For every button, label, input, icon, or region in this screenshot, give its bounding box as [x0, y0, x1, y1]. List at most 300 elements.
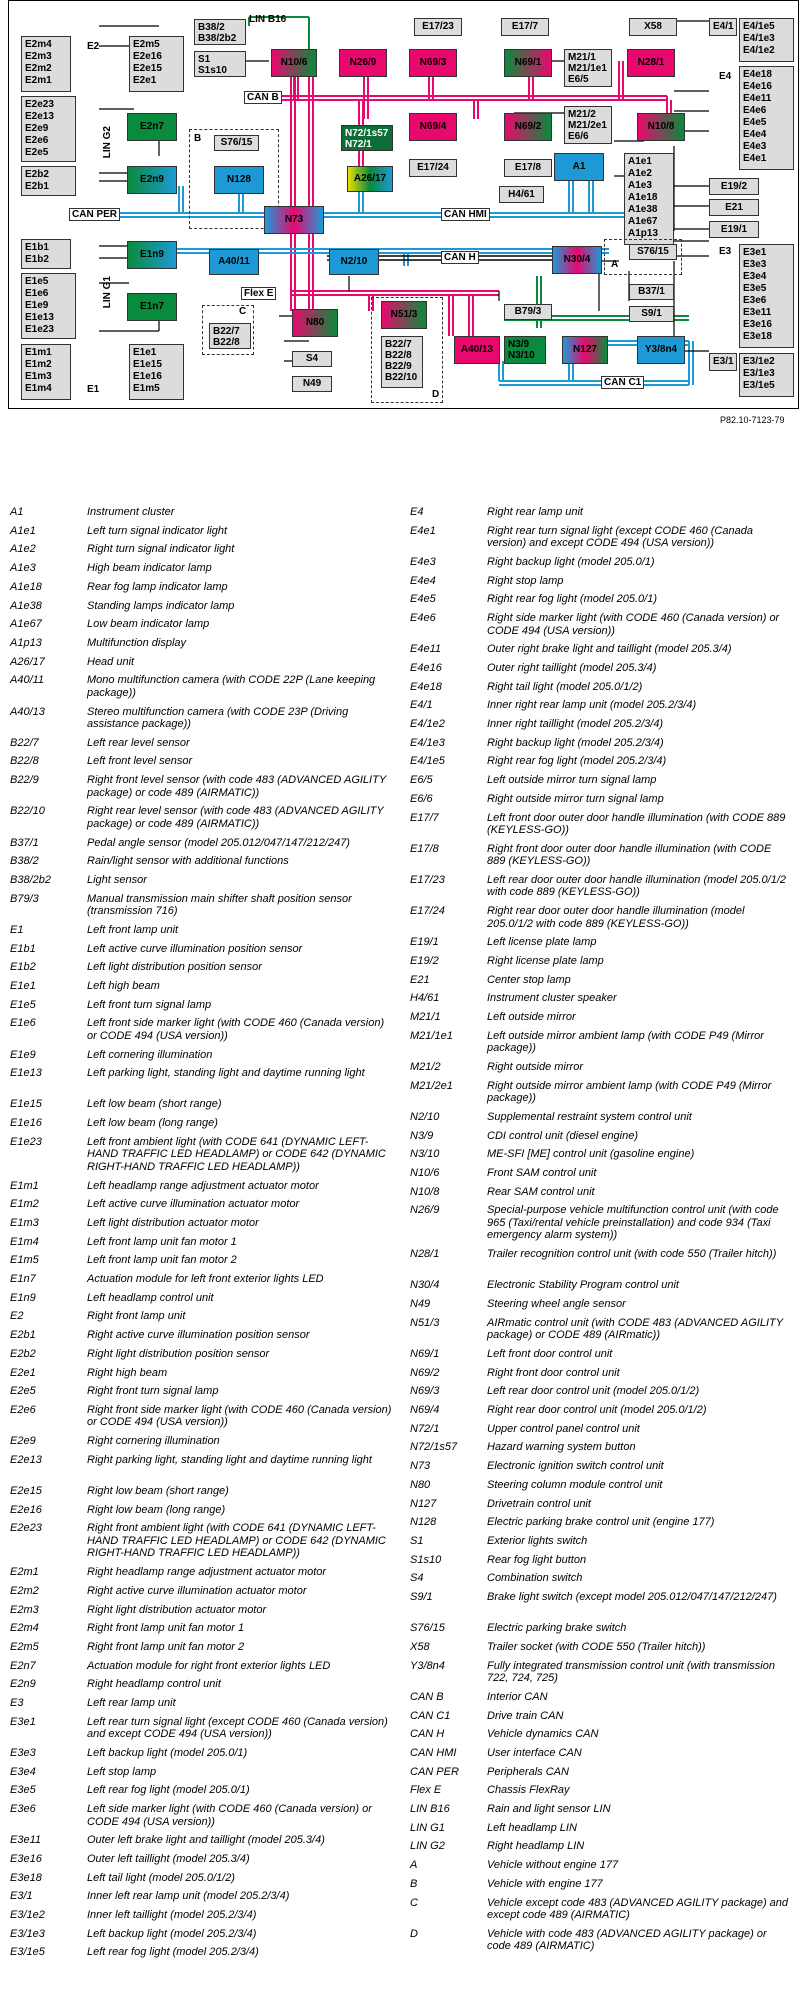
node-n69-4: N69/4: [409, 113, 457, 141]
legend-key: A1e67: [10, 618, 42, 631]
list-item: E2e16: [133, 51, 162, 62]
legend-key: E1e6: [10, 1017, 36, 1030]
legend-key: E1: [10, 923, 24, 936]
legend-description: Right high beam: [87, 1366, 168, 1379]
legend-description: Left outside mirror: [487, 1011, 576, 1024]
legend-description: Left backup light (model 205.0/1): [87, 1746, 248, 1759]
legend-description: Left light distribution position sensor: [87, 961, 262, 974]
b22d-list: [381, 336, 423, 388]
legend-key: B: [410, 1877, 418, 1890]
group-a-label: A: [611, 259, 619, 270]
e2-lamp-list: [129, 36, 184, 92]
legend-key: B22/8: [10, 755, 39, 768]
legend-key: E4e16: [410, 661, 442, 674]
legend-description: Electric parking brake switch: [487, 1622, 627, 1635]
legend-key: E3/1e5: [10, 1946, 45, 1959]
e2-label: E2: [87, 41, 100, 52]
legend-key: N72/1s57: [410, 1441, 458, 1454]
legend-description: CDI control unit (diesel engine): [487, 1129, 639, 1142]
legend-key: E4/1e5: [410, 755, 445, 768]
legend-key: E3e5: [10, 1784, 36, 1797]
legend-key: Flex E: [410, 1784, 442, 1797]
legend-key: S9/1: [410, 1591, 433, 1603]
legend-key: E6/5: [410, 774, 433, 787]
e41-label-box: E4/1: [709, 18, 737, 36]
e1-light-list: [21, 273, 76, 339]
legend-key: E2e1: [10, 1366, 36, 1379]
node-e19-1: E19/1: [709, 221, 759, 238]
list-item: M21/2: [568, 109, 596, 120]
can-hmi-label: CAN HMI: [441, 208, 490, 221]
legend-description: Special-purpose vehicle multifunction control unit (with code 965 (Taxi/rental vehicle preinstallation) and code 934 (Taxi emergency alarm system)): [487, 1204, 779, 1242]
list-item: A1e67: [628, 216, 658, 227]
list-item: E3e3: [743, 259, 767, 270]
node-n73: N73: [264, 206, 324, 234]
e2-light-list: [21, 96, 76, 162]
group-b-label: B: [194, 133, 202, 144]
e2-sensor-list: [21, 166, 76, 196]
list-item: E1b1: [25, 242, 49, 253]
legend-key: N69/2: [410, 1366, 440, 1379]
list-item: A1e18: [628, 192, 658, 203]
legend-key: E4e6: [410, 612, 436, 624]
legend-key: B22/9: [10, 774, 39, 787]
legend-key: E4e1: [410, 524, 436, 537]
legend-description: High beam indicator lamp: [87, 562, 212, 575]
legend-description: Left active curve illumination actuator motor: [87, 1198, 300, 1211]
node-n49: N49: [292, 376, 332, 392]
list-item: A1p13: [628, 228, 659, 239]
legend-key: E1m3: [10, 1216, 39, 1229]
legend-key: E17/23: [410, 873, 445, 886]
legend-description: Combination switch: [487, 1572, 583, 1585]
legend-description: Manual transmission main shifter shaft position sensor (transmission 716): [87, 892, 352, 918]
legend-key: E2e6: [10, 1403, 36, 1416]
legend-key: E1m1: [10, 1179, 39, 1192]
legend-key: A: [410, 1859, 418, 1872]
legend-key: D: [410, 1927, 418, 1940]
legend-key: CAN PER: [410, 1765, 459, 1778]
legend-description: Vehicle except code 483 (ADVANCED AGILITY package) and except code 489 (AIRMATIC): [487, 1896, 789, 1921]
list-item: B22/7: [385, 339, 412, 350]
legend-description: Right outside mirror ambient lamp (with CODE P49 (Mirror package)): [487, 1079, 772, 1105]
can-c1-label: CAN C1: [601, 376, 644, 389]
legend-key: E3/1: [10, 1890, 33, 1903]
legend-key: X58: [410, 1640, 430, 1653]
legend-key: E2b2: [10, 1347, 36, 1360]
group-d-label: D: [432, 389, 440, 400]
legend-key: N72/1: [410, 1422, 440, 1435]
legend-key: E3e1: [10, 1715, 36, 1728]
legend-description: Vehicle dynamics CAN: [487, 1728, 599, 1741]
legend-key: E4: [410, 506, 424, 518]
group-c-label: C: [239, 306, 247, 317]
legend-key: CAN H: [410, 1728, 445, 1741]
list-item: E1e6: [25, 288, 49, 299]
legend-description: Right front level sensor (with code 483 (ADVANCED AGILITY package) or code 489 (AIRMATIC)): [87, 774, 386, 799]
list-item: B22/8: [213, 337, 240, 348]
e1-sensor-list: [21, 239, 71, 269]
list-item: E3e5: [743, 283, 767, 294]
node-e19-2: E19/2: [709, 178, 759, 195]
legend-description: Right front lamp unit fan motor 2: [87, 1640, 245, 1653]
list-item: E2e5: [25, 147, 49, 158]
legend-key: E2e16: [10, 1503, 42, 1516]
legend-description: Right outside mirror: [487, 1061, 583, 1073]
legend-key: Y3/8n4: [410, 1659, 445, 1672]
legend-key: E1e1: [10, 979, 36, 992]
node-a1: A1: [554, 153, 604, 181]
node-b37-1: B37/1: [629, 284, 674, 300]
legend-description: Left backup light (model 205.2/3/4): [87, 1927, 257, 1940]
legend-description: Left turn signal indicator light: [87, 524, 228, 537]
legend-key: M21/2e1: [410, 1079, 453, 1092]
node-n127: N127: [562, 336, 608, 364]
e1-label: E1: [87, 384, 100, 395]
legend-key: CAN HMI: [410, 1746, 457, 1759]
list-item: E6/5: [568, 74, 589, 85]
legend-description: Right rear turn signal light (except CODE 460 (Canada version) and except CODE 494 (USA version)): [487, 524, 753, 550]
legend-description: Outer left brake light and taillight (model 205.3/4): [87, 1834, 325, 1847]
legend-description: Upper control panel control unit: [487, 1422, 640, 1435]
legend-description: Inner right rear lamp unit (model 205.2/3/4): [487, 699, 697, 712]
legend-description: Head unit: [87, 655, 135, 668]
e4-list: [739, 66, 794, 170]
legend-key: E4/1e3: [410, 736, 445, 749]
list-item: B22/10: [385, 372, 418, 383]
legend-description: Left outside mirror ambient lamp (with CODE P49 (Mirror package)): [487, 1029, 764, 1055]
legend-description: Vehicle with engine 177: [487, 1877, 603, 1890]
legend-key: N69/4: [410, 1404, 440, 1416]
legend-description: Supplemental restraint system control unit: [487, 1110, 692, 1123]
list-item: E3e18: [743, 331, 772, 342]
legend-description: Rain and light sensor LIN: [487, 1803, 611, 1815]
node-n69-3: N69/3: [409, 49, 457, 77]
legend-key: B38/2b2: [10, 873, 51, 886]
legend-description: Inner right taillight (model 205.2/3/4): [487, 718, 664, 730]
list-item: E1m4: [25, 383, 52, 394]
legend-description: Left front lamp unit: [87, 923, 179, 936]
legend-description: Left headlamp range adjustment actuator motor: [87, 1179, 319, 1192]
legend-description: Inner left rear lamp unit (model 205.2/3/4): [87, 1890, 290, 1903]
list-item: E1e13: [25, 312, 54, 323]
legend-key: E2e5: [10, 1385, 36, 1398]
legend-key: E1n9: [10, 1291, 36, 1304]
b22c-list: [209, 323, 251, 349]
legend-key: N51/3: [410, 1316, 440, 1329]
legend-key: E1e15: [10, 1098, 42, 1111]
legend-description: Right rear fog light (model 205.2/3/4): [487, 755, 667, 768]
legend-description: Stereo multifunction camera (with CODE 23P (Driving assistance package)): [87, 705, 349, 730]
legend-description: Left cornering illumination: [87, 1048, 213, 1061]
node-n51-3: N51/3: [381, 301, 427, 329]
legend-key: E2n9: [10, 1678, 36, 1691]
list-item: N3/9: [508, 339, 530, 350]
legend-description: Left active curve illumination position sensor: [87, 942, 303, 955]
legend-description: Exterior lights switch: [487, 1534, 588, 1547]
list-item: S1s10: [198, 65, 227, 76]
legend-key: E3e11: [10, 1834, 41, 1847]
list-item: E6/6: [568, 131, 589, 142]
node-n10-6: N10/6: [271, 49, 317, 77]
e4-label: E4: [719, 71, 732, 82]
list-item: E4e16: [743, 81, 772, 92]
legend-key: N2/10: [410, 1110, 440, 1123]
legend-key: A1e38: [10, 599, 42, 612]
legend-key: A1e3: [10, 562, 36, 575]
legend-key: E1m5: [10, 1254, 39, 1267]
legend-description: Right active curve illumination position sensor: [87, 1329, 310, 1342]
node-y3-8n4: Y3/8n4: [637, 336, 685, 364]
e1-motor-list: [21, 344, 71, 400]
legend-description: Right rear door outer door handle illumination (model 205.0/1/2 with code 889 (KEYLESS-GO)): [487, 905, 745, 930]
list-item: E2e13: [25, 111, 54, 122]
node-s9-1: S9/1: [629, 306, 674, 322]
node-n26-9: N26/9: [339, 49, 387, 77]
node-e17-24: E17/24: [409, 159, 457, 177]
legend-description: Drive train CAN: [487, 1709, 564, 1722]
list-item: E3/1e5: [743, 380, 775, 391]
legend-description: Standing lamps indicator lamp: [87, 599, 235, 612]
legend-key: E1n7: [10, 1273, 36, 1285]
legend-description: Right front door outer door handle illumination (with CODE 889 (KEYLESS-GO)): [487, 842, 772, 868]
list-item: S1: [198, 54, 211, 65]
legend-key: E2e23: [10, 1522, 42, 1535]
list-item: N3/10: [508, 350, 535, 361]
legend-key: E3e16: [10, 1852, 42, 1865]
legend-key: N26/9: [410, 1204, 440, 1217]
legend-description: Right front lamp unit fan motor 1: [87, 1622, 245, 1635]
list-item: E2e1: [133, 75, 157, 86]
legend-description: Left rear lamp unit: [87, 1697, 176, 1709]
list-item: E2m2: [25, 63, 52, 74]
list-item: N72/1: [345, 139, 372, 150]
legend-description: Fully integrated transmission control unit (with transmission 722, 724, 725): [487, 1659, 775, 1685]
legend-description: Trailer socket (with CODE 550 (Trailer hitch)): [487, 1640, 706, 1653]
legend-key: E3e4: [10, 1765, 36, 1778]
legend-key: LIN G2: [410, 1840, 445, 1853]
legend-key: S4: [410, 1572, 424, 1585]
legend-description: Pedal angle sensor (model 205.012/047/147/212/247): [87, 836, 350, 849]
e1-lamp-list: [129, 344, 184, 400]
legend-key: LIN G1: [410, 1821, 445, 1834]
legend-description: Right tail light (model 205.0/1/2): [487, 680, 643, 693]
legend-description: Left front door outer door handle illumination (with CODE 889 (KEYLESS-GO)): [487, 811, 786, 836]
legend-key: E2m1: [10, 1566, 39, 1579]
e3-list: [739, 244, 794, 348]
legend-description: Right parking light, standing light and daytime running light: [87, 1453, 372, 1466]
list-item: E3e16: [743, 319, 772, 330]
legend-description: Right turn signal indicator light: [87, 543, 235, 556]
node-s76-15: S76/15: [214, 135, 259, 151]
legend-key: A40/13: [10, 705, 45, 718]
legend-key: E3e3: [10, 1746, 36, 1759]
e31-list: [739, 353, 794, 397]
list-item: E1e15: [133, 359, 162, 370]
can-h-label: CAN H: [441, 251, 479, 264]
legend-key: E2e13: [10, 1453, 42, 1466]
legend-description: Outer right brake light and taillight (model 205.3/4): [487, 643, 732, 656]
legend-description: Front SAM control unit: [487, 1167, 597, 1179]
legend-description: Left front ambient light (with CODE 641 (DYNAMIC LEFT-HAND TRAFFIC LED HEADLAMP) or CODE 642 (DYNAMIC RIGHT-HAND TRAFFIC LED HEADLAMP)): [87, 1135, 386, 1173]
legend-description: Left rear fog light (model 205.2/3/4): [87, 1946, 259, 1959]
legend-key: N30/4: [410, 1279, 440, 1292]
legend-description: Electronic Stability Program control unit: [487, 1279, 679, 1292]
legend-description: Right front ambient light (with CODE 641 (DYNAMIC LEFT-HAND TRAFFIC LED HEADLAMP) or CODE 642 (DYNAMIC RIGHT-HAND TRAFFIC LED HEADLAMP)): [87, 1522, 386, 1560]
legend-description: Left front turn signal lamp: [87, 998, 212, 1011]
legend-description: Right front side marker light (with CODE 460 (Canada version) or CODE 494 (USA version)): [87, 1403, 392, 1429]
legend-key: B37/1: [10, 836, 39, 849]
legend-description: Right license plate lamp: [487, 955, 604, 967]
list-item: M21/1e1: [568, 63, 607, 74]
legend-description: Left tail light (model 205.0/1/2): [87, 1871, 235, 1884]
list-item: E1e9: [25, 300, 49, 311]
legend-key: E1e23: [10, 1135, 42, 1148]
legend-key: E21: [410, 973, 430, 986]
node-n69-1: N69/1: [504, 49, 552, 77]
legend-key: E17/24: [410, 905, 445, 918]
can-b-label: CAN B: [244, 91, 282, 104]
legend-description: Left outside mirror turn signal lamp: [487, 774, 657, 787]
legend-key: B38/2: [10, 855, 39, 868]
legend-key: E4e4: [410, 574, 436, 587]
legend-description: Left side marker light (with CODE 460 (Canada version) or CODE 494 (USA version)): [87, 1803, 372, 1828]
legend-description: Steering column module control unit: [487, 1478, 663, 1491]
node-e17-7: E17/7: [501, 18, 549, 36]
legend-key: E3e18: [10, 1871, 42, 1884]
legend-key: B22/10: [10, 805, 45, 818]
legend-description: Low beam indicator lamp: [87, 618, 210, 631]
legend-description: Left front level sensor: [87, 755, 193, 768]
legend-key: N28/1: [410, 1248, 440, 1261]
legend-description: Vehicle with code 483 (ADVANCED AGILITY package) or code 489 (AIRMATIC): [487, 1927, 767, 1953]
legend-key: E2n7: [10, 1659, 36, 1672]
legend-key: E2m3: [10, 1603, 39, 1616]
legend-key: E3/1e2: [10, 1909, 45, 1921]
legend-key: A1e2: [10, 543, 36, 556]
lin-g2-label: LIN G2: [102, 126, 113, 159]
legend-key: N69/1: [410, 1347, 440, 1360]
node-n69-2: N69/2: [504, 113, 552, 141]
legend-key: S1s10: [410, 1553, 442, 1566]
legend-description: Right front lamp unit: [87, 1310, 186, 1323]
legend-description: Rear fog light button: [487, 1553, 587, 1566]
legend-key: B22/7: [10, 736, 39, 749]
legend-description: Multifunction display: [87, 636, 187, 649]
node-x58: X58: [629, 18, 677, 36]
legend-description: Actuation module for right front exterior lights LED: [87, 1659, 331, 1672]
legend-description: AIRmatic control unit (with CODE 483 (ADVANCED AGILITY package) or CODE 489 (AIRmatic)): [487, 1316, 783, 1342]
legend-key: E4e11: [410, 643, 441, 656]
node-n128: N128: [214, 166, 264, 194]
legend-key: M21/1: [410, 1011, 441, 1024]
legend-description: Left headlamp control unit: [87, 1291, 214, 1304]
node-h4-61: H4/61: [499, 186, 544, 203]
list-item: E2e9: [25, 123, 49, 134]
legend-description: Inner left taillight (model 205.2/3/4): [87, 1909, 257, 1921]
legend-description: Right headlamp LIN: [487, 1840, 585, 1853]
list-item: E3e4: [743, 271, 767, 282]
legend-key: M21/1e1: [410, 1029, 453, 1042]
legend-key: E1e9: [10, 1048, 36, 1061]
legend-description: Left rear level sensor: [87, 736, 190, 749]
legend-description: Rear fog lamp indicator lamp: [87, 580, 228, 593]
legend-key: A1e1: [10, 524, 36, 537]
legend-key: N10/8: [410, 1185, 440, 1198]
legend-description: Left low beam (long range): [87, 1117, 218, 1130]
node-n80: N80: [292, 309, 338, 337]
list-item: B38/2b2: [198, 33, 237, 44]
node-n28-1: N28/1: [627, 49, 675, 77]
legend-key: E4e3: [410, 555, 436, 568]
list-item: A1e38: [628, 204, 658, 215]
legend-description: Brake light switch (except model 205.012/047/147/212/247): [487, 1591, 777, 1603]
list-item: B38/2: [198, 22, 225, 33]
legend-description: Peripherals CAN: [487, 1765, 569, 1778]
legend-description: Right stop lamp: [487, 574, 564, 587]
legend-key: E3/1e3: [10, 1927, 45, 1940]
node-s76-15b: S76/15: [629, 244, 677, 260]
list-item: E4e5: [743, 117, 767, 128]
legend-key: E2: [10, 1310, 24, 1323]
list-item: B22/9: [385, 361, 412, 372]
legend-description: Left parking light, standing light and daytime running light: [87, 1067, 365, 1080]
list-item: E4e3: [743, 141, 767, 152]
list-item: E1e23: [25, 324, 54, 335]
list-item: E1e5: [25, 276, 49, 287]
legend-key: E1b2: [10, 961, 36, 974]
legend-description: Right backup light (model 205.2/3/4): [487, 736, 664, 749]
node-e1n9: E1n9: [127, 241, 177, 269]
legend-description: Right rear level sensor (with code 483 (ADVANCED AGILITY package) or code 489 (AIRMATIC)): [87, 805, 384, 830]
legend-key: E3: [10, 1697, 24, 1709]
legend-description: ME-SFI [ME] control unit (gasoline engine): [487, 1148, 695, 1161]
legend-key: A1e18: [10, 580, 42, 593]
list-item: N72/1s57: [345, 128, 389, 139]
legend-key: A40/11: [10, 674, 45, 687]
legend-description: Left front door control unit: [487, 1347, 613, 1360]
legend-description: Left low beam (short range): [87, 1098, 222, 1111]
legend-description: Left rear turn signal light (except CODE 460 (Canada version) and except CODE 494 (USA version)): [87, 1715, 388, 1741]
legend-key: N69/3: [410, 1385, 440, 1398]
list-item: E1e16: [133, 371, 162, 382]
node-a40-13: A40/13: [454, 336, 500, 364]
legend-key: S1: [410, 1534, 424, 1547]
legend-key: E1e16: [10, 1117, 42, 1130]
legend-key: E1m4: [10, 1235, 39, 1248]
legend-key: N3/10: [410, 1148, 440, 1161]
legend-description: Mono multifunction camera (with CODE 22P (Lane keeping package)): [87, 674, 376, 699]
legend-description: User interface CAN: [487, 1746, 582, 1759]
legend-key: E1e5: [10, 998, 36, 1011]
legend-key: E4/1e2: [410, 718, 445, 730]
legend-description: Steering wheel angle sensor: [487, 1298, 626, 1310]
list-item: B22/7: [213, 326, 240, 337]
list-item: E2b2: [25, 169, 49, 180]
legend-key: E19/1: [410, 936, 439, 949]
legend-description: Left headlamp LIN: [487, 1821, 577, 1834]
list-item: E2e15: [133, 63, 162, 74]
legend-description: Electric parking brake control unit (engine 177): [487, 1516, 715, 1529]
legend-key: E2m2: [10, 1584, 39, 1597]
legend-key: B79/3: [10, 892, 39, 905]
legend-key: E6/6: [410, 792, 433, 805]
lin-b16-label: LIN B16: [249, 14, 287, 25]
list-item: E3/1e3: [743, 368, 775, 379]
legend-key: E1b1: [10, 942, 36, 955]
node-b79-3: B79/3: [504, 304, 552, 320]
node-a26-17: A26/17: [347, 166, 393, 192]
